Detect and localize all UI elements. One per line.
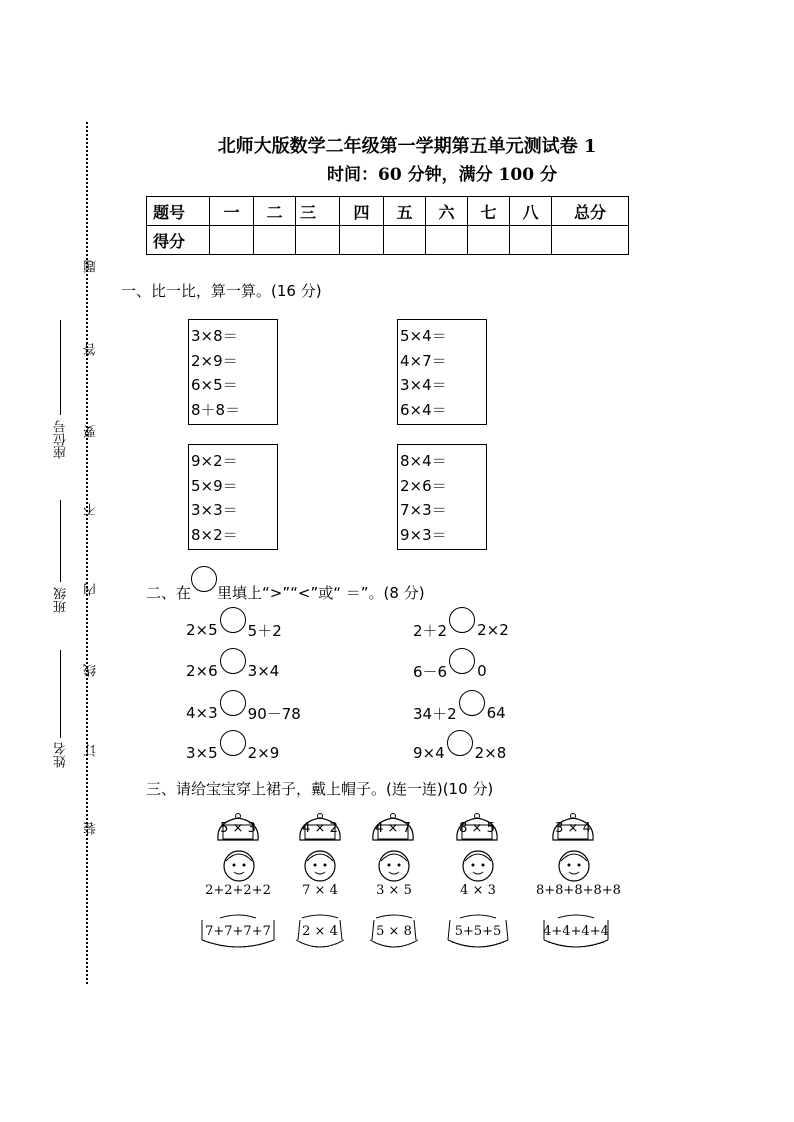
- calc-item: 9×3＝: [400, 525, 447, 544]
- compare-item: [413, 740, 506, 766]
- calc-item: 2×9＝: [191, 351, 238, 370]
- skirt-label: 4+4+4+4: [543, 924, 609, 939]
- score-cell: 六: [426, 197, 468, 226]
- score-input-cell[interactable]: [426, 226, 468, 255]
- baby-face-icon: [303, 849, 337, 883]
- section-3-heading: 三、请给宝宝穿上裙子，戴上帽子。(连一连)(10 分): [146, 780, 494, 798]
- score-input-cell[interactable]: [210, 226, 254, 255]
- compare-circle-input[interactable]: [220, 607, 246, 633]
- calc-item: 4×7＝: [400, 351, 447, 370]
- compare-item: [413, 658, 487, 684]
- calc-item: 8×2＝: [191, 525, 238, 544]
- score-cell: 三: [296, 197, 340, 226]
- compare-item: [186, 658, 279, 684]
- calc-item: 3×8＝: [191, 327, 238, 345]
- score-cell: 一: [210, 197, 254, 226]
- calc-item: 6×5＝: [191, 376, 238, 394]
- score-cell: 总分: [552, 197, 629, 226]
- calc-box: [188, 319, 278, 425]
- calc-box: [397, 319, 487, 425]
- calc-item: 8×4＝: [400, 452, 447, 470]
- compare-right: 2×9: [247, 744, 280, 762]
- calc-item: 5×4＝: [400, 327, 447, 345]
- score-input-cell[interactable]: [510, 226, 552, 255]
- binding-char: 题: [84, 260, 99, 273]
- class-field[interactable]: [60, 500, 61, 582]
- skirt[interactable]: [354, 912, 434, 950]
- baby-expression[interactable]: 3 × 5: [376, 883, 412, 898]
- baby-expression[interactable]: 4 × 3: [460, 883, 496, 898]
- skirt[interactable]: [536, 912, 616, 950]
- baby-expression[interactable]: 8+8+8+8+8: [536, 883, 621, 898]
- section-2-heading-post: 里填上“>”“<”或“ ＝”。(8 分): [217, 584, 425, 602]
- hat-label: 8 × 5: [459, 821, 495, 836]
- compare-right: 5＋2: [247, 621, 282, 640]
- skirt[interactable]: [438, 912, 518, 950]
- score-input-cell[interactable]: [384, 226, 426, 255]
- hat[interactable]: [453, 812, 501, 842]
- skirt[interactable]: [198, 912, 278, 950]
- hat-label: 3 × 4: [555, 821, 591, 836]
- calc-box: [188, 444, 278, 550]
- compare-left: 34＋2: [413, 704, 457, 723]
- calc-item: 7×3＝: [400, 501, 447, 519]
- binding-char: 装: [84, 822, 99, 835]
- score-input-cell[interactable]: [468, 226, 510, 255]
- score-input-cell[interactable]: [254, 226, 296, 255]
- compare-circle-input[interactable]: [220, 690, 246, 716]
- calc-item: 2×6＝: [400, 476, 447, 495]
- compare-item: [186, 700, 301, 726]
- hat[interactable]: [214, 812, 262, 842]
- baby-face-icon: [461, 849, 495, 883]
- seat-number-field[interactable]: [60, 320, 61, 415]
- compare-left: 6－6: [413, 662, 448, 681]
- compare-left: 2×5: [186, 621, 218, 639]
- section-2-heading-pre: 二、在: [146, 584, 192, 602]
- compare-right: 3×4: [247, 662, 280, 680]
- score-input-cell[interactable]: [340, 226, 384, 255]
- binding-char: 线: [84, 664, 99, 677]
- baby-face-icon: [377, 849, 411, 883]
- score-cell: 二: [254, 197, 296, 226]
- binding-char: 订: [84, 744, 99, 757]
- score-cell: 得分: [147, 226, 210, 255]
- circle-icon: [191, 566, 217, 592]
- compare-circle-input[interactable]: [449, 607, 475, 633]
- score-table-score-row: [147, 226, 629, 255]
- binding-dotted-line: [86, 122, 88, 984]
- score-cell: 四: [340, 197, 384, 226]
- compare-left: 9×4: [413, 744, 445, 762]
- skirt-label: 2 × 4: [302, 924, 338, 939]
- skirt-label: 5+5+5: [454, 924, 502, 939]
- seat-number-label: 座位号: [54, 420, 69, 459]
- calc-item: 6×4＝: [400, 400, 447, 419]
- compare-right: 90－78: [247, 704, 301, 723]
- binding-char: 要: [84, 425, 99, 438]
- score-table: [146, 196, 629, 255]
- compare-left: 2×6: [186, 662, 218, 680]
- compare-right: 2×2: [477, 621, 509, 639]
- score-cell: 七: [468, 197, 510, 226]
- score-cell: 题号: [147, 197, 210, 226]
- compare-circle-input[interactable]: [449, 648, 475, 674]
- score-cell: 八: [510, 197, 552, 226]
- compare-circle-input[interactable]: [447, 730, 473, 756]
- hat[interactable]: [296, 812, 344, 842]
- compare-circle-input[interactable]: [220, 648, 246, 674]
- name-label: 姓名: [54, 742, 69, 768]
- baby-face-icon: [557, 849, 591, 883]
- section-2-heading: [146, 574, 425, 603]
- skirt[interactable]: [280, 912, 360, 950]
- score-cell: 五: [384, 197, 426, 226]
- compare-left: 2＋2: [413, 621, 448, 640]
- hat[interactable]: [369, 812, 417, 842]
- score-input-cell[interactable]: [296, 226, 340, 255]
- hat-label: 4 × 7: [375, 821, 411, 836]
- calc-box: [397, 444, 487, 550]
- hat[interactable]: [549, 812, 597, 842]
- compare-circle-input[interactable]: [459, 690, 485, 716]
- calc-item: 5×9＝: [191, 476, 238, 495]
- baby-expression[interactable]: 2+2+2+2: [205, 883, 271, 898]
- calc-item: 3×4＝: [400, 376, 447, 394]
- skirt-label: 5 × 8: [376, 924, 412, 939]
- binding-char: 内: [84, 583, 99, 596]
- compare-item: [413, 700, 506, 726]
- hat-label: 4 × 2: [302, 821, 338, 836]
- binding-char: 答: [84, 343, 99, 356]
- baby-face-icon: [222, 849, 256, 883]
- compare-right: 2×8: [474, 744, 507, 762]
- compare-circle-input[interactable]: [220, 730, 246, 756]
- skirt-label: 7+7+7+7: [205, 924, 271, 939]
- calc-item: 9×2＝: [191, 452, 238, 470]
- binding-char: 不: [84, 503, 99, 516]
- compare-left: 3×5: [186, 744, 218, 762]
- compare-right: 0: [477, 662, 487, 680]
- compare-left: 4×3: [186, 704, 218, 722]
- score-table-header-row: [147, 197, 629, 226]
- calc-item: 3×3＝: [191, 501, 238, 519]
- score-input-cell[interactable]: [552, 226, 629, 255]
- class-label: 班级: [54, 587, 69, 613]
- page-subtitle: 时间：60 分钟，满分 100 分: [327, 165, 557, 185]
- section-1-heading: 一、比一比，算一算。(16 分): [121, 282, 322, 300]
- compare-item: [186, 617, 282, 643]
- name-field[interactable]: [60, 650, 61, 738]
- calc-item: 8＋8＝: [191, 400, 241, 419]
- compare-item: [413, 617, 509, 643]
- baby-expression[interactable]: 7 × 4: [302, 883, 338, 898]
- hat-label: 5 × 3: [220, 821, 256, 836]
- page-title: 北师大版数学二年级第一学期第五单元测试卷 1: [217, 136, 597, 157]
- compare-item: [186, 740, 279, 766]
- compare-right: 64: [486, 704, 506, 722]
